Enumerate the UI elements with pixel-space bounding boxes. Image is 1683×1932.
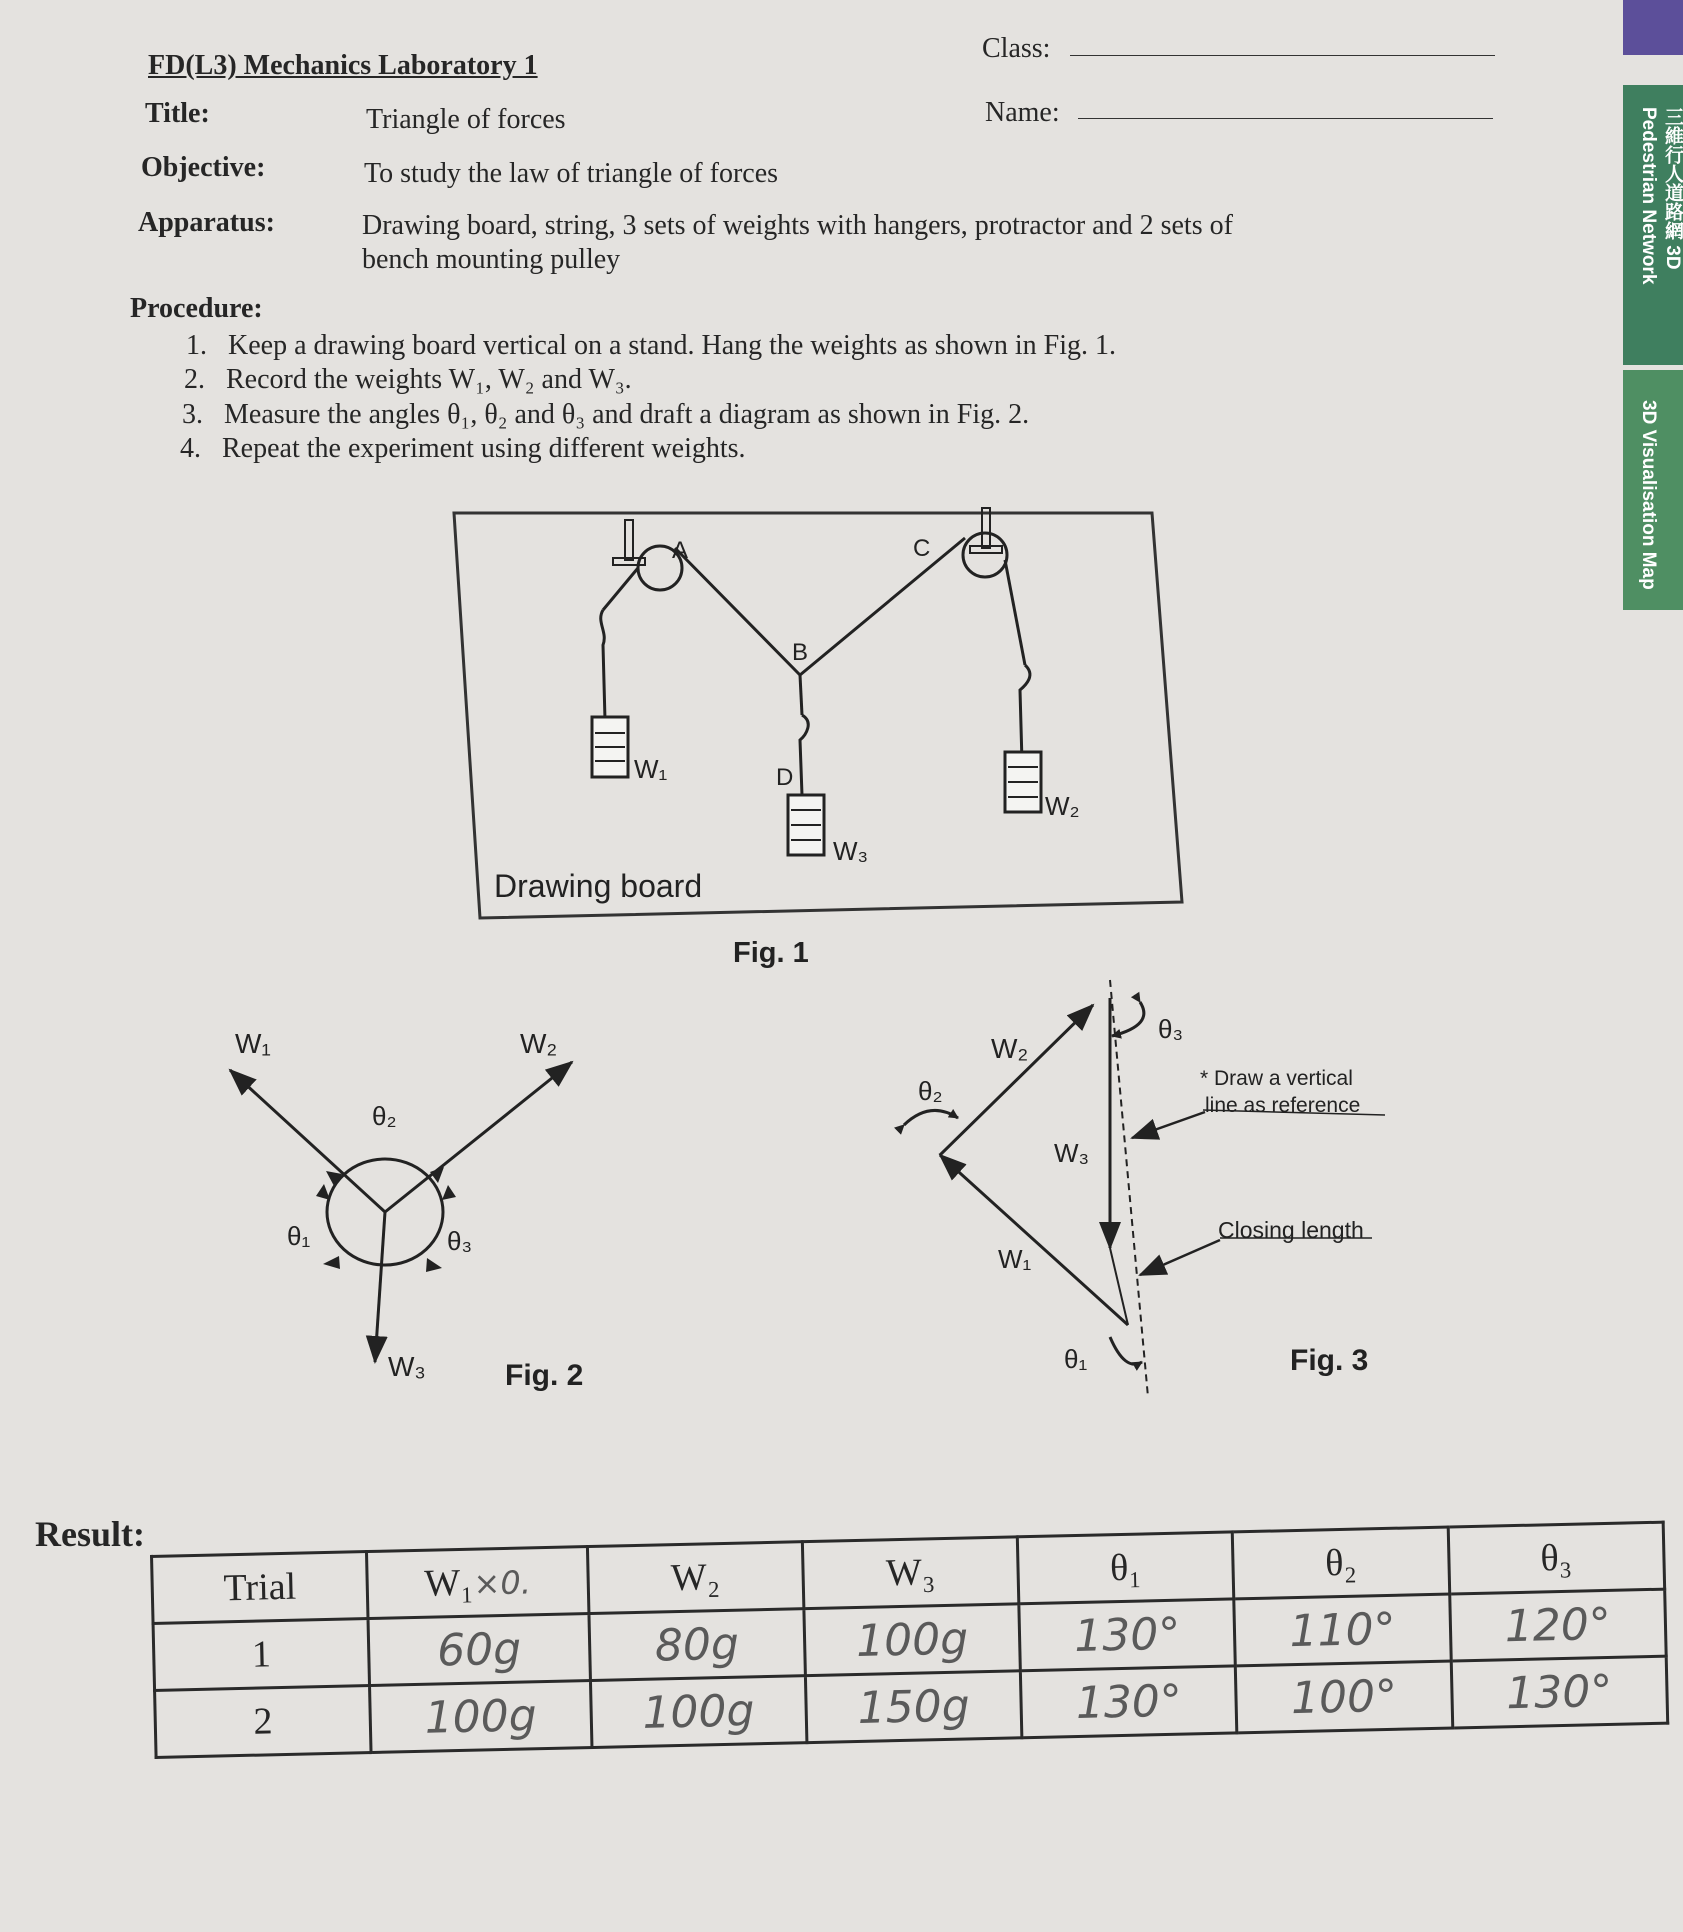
cell-w2: 100g bbox=[590, 1676, 807, 1748]
fig1-diagram bbox=[454, 508, 1182, 969]
procedure-label: Procedure: bbox=[130, 293, 263, 324]
cell-w3: 100g bbox=[804, 1604, 1021, 1676]
fig3-theta1-arc bbox=[1110, 1337, 1142, 1364]
hook-w3-icon bbox=[800, 715, 808, 795]
fig3-theta2-arc bbox=[904, 1110, 958, 1125]
weight-w2-icon bbox=[1005, 752, 1041, 812]
fig3-w1-arrow bbox=[940, 1155, 1128, 1325]
drawing-board-frame bbox=[454, 513, 1182, 918]
cell-w1: 100g bbox=[370, 1681, 592, 1753]
cell-theta1: 130° bbox=[1020, 1666, 1237, 1738]
hook-w2-icon bbox=[1020, 665, 1030, 762]
fig3-diagram bbox=[904, 980, 1385, 1397]
apparatus-line-2: bench mounting pulley bbox=[362, 244, 621, 275]
side-tab-pedestrian-label: 三維行人道路網 3D Pedestrian Network bbox=[1638, 107, 1683, 285]
fig3-note-line-2: line as reference bbox=[1205, 1094, 1361, 1117]
fig3-caption: Fig. 3 bbox=[1290, 1344, 1369, 1377]
fig2-w3-arrow bbox=[375, 1212, 385, 1362]
header-theta1: θ₁ bbox=[1017, 1532, 1234, 1604]
weight-w3-icon bbox=[788, 795, 824, 855]
cell-trial: 2 bbox=[155, 1686, 372, 1758]
cell-w2: 80g bbox=[589, 1609, 806, 1681]
fig1-label-w3: W₃ bbox=[833, 836, 869, 866]
fig2-w2-arrow bbox=[385, 1062, 572, 1212]
fig3-reference-line bbox=[1110, 980, 1148, 1397]
fig1-label-a: A bbox=[672, 537, 689, 564]
procedure-step-4: 4. Repeat the experiment using different weights. bbox=[180, 433, 746, 464]
title-value: Triangle of forces bbox=[366, 104, 566, 135]
fig2-diagram bbox=[230, 1028, 583, 1392]
fig2-label-w3: W₃ bbox=[388, 1351, 426, 1382]
name-label: Name: bbox=[985, 97, 1060, 128]
cell-w1: 60g bbox=[368, 1614, 590, 1686]
fig1-label-b: B bbox=[792, 639, 809, 666]
header-w1: W₁×0. bbox=[367, 1547, 589, 1619]
fig1-label-w1: W₁ bbox=[634, 754, 668, 784]
cell-w3: 150g bbox=[805, 1671, 1022, 1743]
cell-theta3: 120° bbox=[1449, 1589, 1666, 1661]
class-label: Class: bbox=[982, 33, 1051, 64]
fig1-board-label: Drawing board bbox=[494, 868, 703, 904]
apparatus-label: Apparatus: bbox=[138, 207, 275, 238]
header-w2: W₂ bbox=[587, 1542, 804, 1614]
cell-theta3: 130° bbox=[1451, 1656, 1668, 1728]
cell-trial: 1 bbox=[153, 1619, 370, 1691]
procedure-step-3: 3. Measure the angles θ₁, θ₂ and θ₃ and draft a diagram as shown in Fig. 2. bbox=[182, 399, 1030, 430]
header-trial: Trial bbox=[152, 1552, 369, 1624]
fig3-note-line-1: * Draw a vertical bbox=[1200, 1067, 1353, 1090]
cell-theta2: 110° bbox=[1234, 1594, 1451, 1666]
header-w3: W₃ bbox=[802, 1537, 1019, 1609]
result-table bbox=[150, 1521, 1669, 1759]
fig3-label-w3: W₃ bbox=[1054, 1138, 1090, 1168]
fig3-label-w1: W₁ bbox=[998, 1244, 1032, 1274]
fig1-label-c: C bbox=[913, 535, 931, 562]
course-title: FD(L3) Mechanics Laboratory 1 bbox=[148, 50, 538, 81]
objective-label: Objective: bbox=[141, 152, 266, 183]
fig1-label-w2: W₂ bbox=[1045, 791, 1080, 821]
fig3-label-w2: W₂ bbox=[991, 1033, 1029, 1064]
header-theta2: θ₂ bbox=[1233, 1527, 1450, 1599]
fig2-label-theta2: θ₂ bbox=[372, 1101, 397, 1131]
fig3-note-pointer bbox=[1132, 1112, 1205, 1138]
fig2-label-w2: W₂ bbox=[520, 1028, 558, 1059]
procedure-step-1: 1. Keep a drawing board vertical on a stand. Hang the weights as shown in Fig. 1. bbox=[186, 330, 1117, 361]
apparatus-line-1: Drawing board, string, 3 sets of weights with hangers, protractor and 2 sets of bbox=[362, 210, 1233, 241]
side-tab-visualisation-label: 3D Visualisation Map bbox=[1638, 400, 1659, 590]
result-label: Result: bbox=[35, 1514, 145, 1554]
weight-w1-icon bbox=[592, 717, 628, 777]
objective-value: To study the law of triangle of forces bbox=[364, 158, 779, 189]
header-w1-note: ×0. bbox=[473, 1563, 532, 1603]
fig3-theta3-arc bbox=[1112, 1002, 1144, 1036]
fig2-caption: Fig. 2 bbox=[505, 1359, 584, 1392]
fig3-label-theta3: θ₃ bbox=[1158, 1014, 1184, 1044]
fig3-closing-label: Closing length bbox=[1218, 1217, 1364, 1243]
fig1-label-d: D bbox=[776, 764, 794, 791]
fig2-label-theta1: θ₁ bbox=[287, 1221, 311, 1251]
cell-theta1: 130° bbox=[1019, 1599, 1236, 1671]
fig3-label-theta1: θ₁ bbox=[1064, 1344, 1088, 1374]
header-theta3: θ₃ bbox=[1448, 1522, 1665, 1594]
procedure-step-2: 2. Record the weights W₁, W₂ and W₃. bbox=[184, 364, 632, 395]
title-label: Title: bbox=[145, 98, 210, 129]
fig3-closing-pointer bbox=[1140, 1240, 1220, 1275]
hook-w1-icon bbox=[601, 610, 605, 720]
fig2-label-theta3: θ₃ bbox=[447, 1226, 473, 1256]
fig1-caption: Fig. 1 bbox=[733, 937, 809, 969]
pulley-c-icon bbox=[963, 533, 1007, 577]
fig3-w2-arrow bbox=[940, 1005, 1093, 1155]
fig2-label-w1: W₁ bbox=[235, 1028, 271, 1059]
fig2-w1-arrow bbox=[230, 1070, 385, 1212]
cell-theta2: 100° bbox=[1236, 1661, 1453, 1733]
fig3-label-theta2: θ₂ bbox=[918, 1076, 943, 1106]
